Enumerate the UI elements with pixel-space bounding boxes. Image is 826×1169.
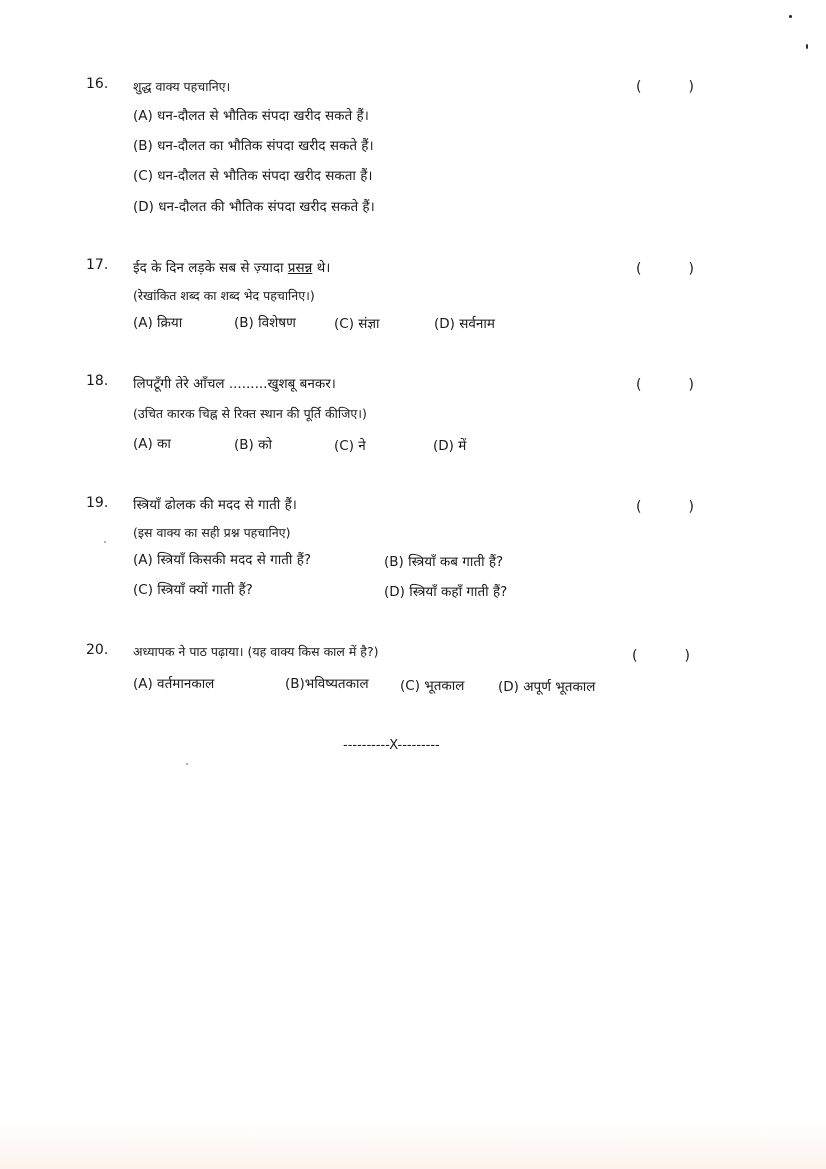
question-number: 20. <box>86 642 109 658</box>
answer-bracket: ( ) <box>636 261 694 277</box>
option-c: (C) धन-दौलत से भौतिक संपदा खरीद सकता हैं। <box>133 168 373 184</box>
scan-speck <box>186 763 188 765</box>
option-b: (B)भविष्यतकाल <box>285 676 369 692</box>
option-b: (B) स्त्रियाँ कब गाती हैं? <box>384 554 504 570</box>
question-instruction: (उचित कारक चिह्न से रिक्त स्थान की पूर्ति कीजिए।) <box>133 406 367 421</box>
scan-speck <box>789 15 792 18</box>
question-prompt: स्त्रियाँ ढोलक की मदद से गाती हैं। <box>133 497 297 513</box>
option-d: (D) धन-दौलत की भौतिक संपदा खरीद सकते हैं। <box>133 199 375 215</box>
option-d: (D) में <box>433 438 467 454</box>
answer-bracket: ( ) <box>632 648 690 664</box>
question-prompt: ईद के दिन लड़के सब से ज़्यादा प्रसन्न थे। <box>133 260 331 276</box>
question-prompt: शुद्ध वाक्य पहचानिए। <box>133 79 231 94</box>
option-c: (C) संज्ञा <box>334 316 380 332</box>
option-d: (D) अपूर्ण भूतकाल <box>498 679 596 695</box>
option-b: (B) को <box>234 437 272 453</box>
option-a: (A) स्त्रियाँ किसकी मदद से गाती हैं? <box>133 552 312 568</box>
option-c: (C) स्त्रियाँ क्यों गाती हैं? <box>133 582 253 598</box>
paper-stain <box>0 1120 826 1169</box>
option-a: (A) क्रिया <box>133 315 183 331</box>
option-b: (B) धन-दौलत का भौतिक संपदा खरीद सकते हैं। <box>133 138 374 154</box>
question-number: 16. <box>86 76 109 92</box>
option-b: (B) विशेषण <box>234 315 296 331</box>
question-prompt: लिपटूँगी तेरे आँचल .........खुशबू बनकर। <box>133 376 336 392</box>
answer-bracket: ( ) <box>636 377 694 393</box>
scan-speck <box>806 44 808 49</box>
question-number: 17. <box>86 257 109 273</box>
end-of-paper-mark: ----------X--------- <box>343 738 440 753</box>
option-a: (A) धन-दौलत से भौतिक संपदा खरीद सकते हैं। <box>133 108 369 124</box>
question-number: 19. <box>86 495 109 511</box>
option-d: (D) स्त्रियाँ कहाँ गाती हैं? <box>384 584 508 600</box>
option-c: (C) ने <box>334 438 366 454</box>
question-prompt: अध्यापक ने पाठ पढ़ाया। (यह वाक्य किस काल में है?) <box>133 644 379 659</box>
question-instruction: (इस वाक्य का सही प्रश्न पहचानिए) <box>133 525 291 540</box>
option-d: (D) सर्वनाम <box>434 316 495 332</box>
scan-speck <box>104 541 106 543</box>
question-instruction: (रेखांकित शब्द का शब्द भेद पहचानिए।) <box>133 288 315 303</box>
option-a: (A) का <box>133 436 171 452</box>
option-c: (C) भूतकाल <box>400 678 465 694</box>
question-number: 18. <box>86 373 109 389</box>
answer-bracket: ( ) <box>636 499 694 515</box>
answer-bracket: ( ) <box>636 79 694 95</box>
option-a: (A) वर्तमानकाल <box>133 676 215 692</box>
underlined-word: प्रसन्न <box>287 260 313 276</box>
